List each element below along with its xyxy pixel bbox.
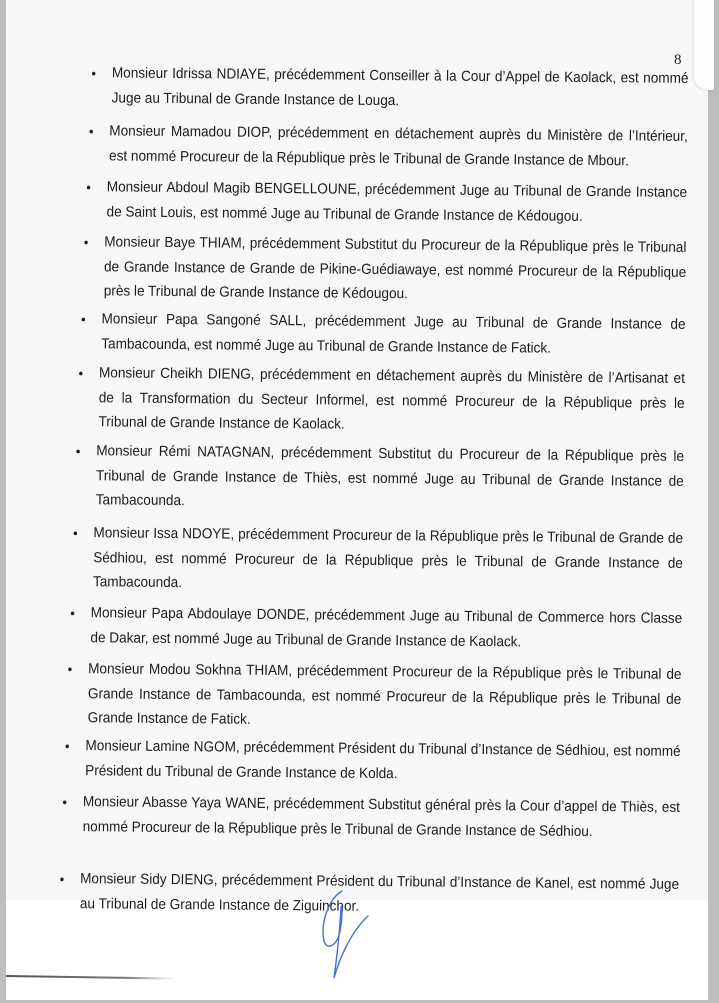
bullet-icon: •: [64, 737, 70, 755]
item-text: Monsieur Mamadou DIOP, précédemment en détachement auprès du Ministère de l’Intérieur, est nommé Procureur de la République près le Tribunal de Grande Instance de Mbour.: [109, 123, 688, 169]
list-item: [64, 734, 681, 789]
bullet-icon: •: [67, 661, 73, 678]
item-text: Monsieur Issa NDOYE, précédemment Procureur de la République près le Tribunal de Grande de Sédhiou, est nommé Procureur de la République près le Tribunal de Grande Instance de Tambacounda.: [92, 525, 684, 592]
list-item: [62, 790, 681, 845]
list-item: [86, 175, 688, 230]
list-item: [70, 601, 683, 656]
item-text: Monsieur Abasse Yaya WANE, précédemment Substitut général près la Cour d’appel de Thiès, est nommé Procureur de la République près le Tribunal de Grande Instance de Sédhiou.: [82, 794, 681, 840]
list-item: [78, 361, 685, 440]
list-item: [75, 439, 685, 518]
bullet-icon: •: [75, 443, 81, 460]
item-text: Monsieur Baye THIAM, précédemment Substitut du Procureur de la République près le Tribunal de Grande Instance de Grande de Pikine-Guédiawaye, est nommé Procureur de la République près le Tribunal de Grande Instance de Kédougou.: [103, 234, 687, 303]
list-item: [83, 230, 687, 309]
bullet-icon: •: [80, 311, 86, 328]
bullet-icon: •: [72, 525, 78, 542]
item-text: Monsieur Papa Abdoulaye DONDE, précédemment Juge au Tribunal de Commerce hors Classe de Dakar, est nommé Juge au Tribunal de Grande Instance de Kaolack.: [90, 605, 683, 650]
signature-mark: [312, 886, 372, 981]
list-item: [88, 119, 688, 174]
item-text: Monsieur Cheikh DIENG, précédemment en détachement auprès du Ministère de l’Artisanat et de la Transformation du Secteur Informel, est nommé Procureur de la République près le Tribunal de Grande Instance de Kaolack.: [98, 365, 685, 433]
bullet-icon: •: [59, 870, 65, 887]
bullet-icon: •: [86, 179, 91, 196]
bullet-icon: •: [62, 793, 68, 811]
bullet-icon: •: [83, 234, 89, 251]
item-text: Monsieur Abdoul Magib BENGELLOUNE, précédemment Juge au Tribunal de Grande Instance de Saint Louis, est nommé Juge au Tribunal de Grande Instance de Kédougou.: [106, 179, 688, 225]
list-item: [91, 61, 689, 116]
page-number: 8: [674, 52, 682, 68]
list-item: [72, 521, 684, 600]
page-corner-fold: [694, 0, 714, 90]
bullet-icon: •: [91, 65, 97, 82]
item-text: Monsieur Modou Sokhna THIAM, précédemment Procureur de la République près le Tribunal de Grande Instance de Tambacounda, est nommé Procureur de la République près le Tribunal de Grande Instance de Fatick.: [87, 661, 682, 728]
bullet-icon: •: [88, 123, 94, 140]
signature-stroke: [323, 891, 368, 978]
item-text: Monsieur Lamine NGOM, précédemment Président du Tribunal d’Instance de Sédhiou, est nommé Président du Tribunal de Grande Instance de Kolda.: [85, 738, 681, 782]
item-text: Monsieur Idrissa NDIAYE, précédemment Conseiller à la Cour d’Appel de Kaolack, est nommé Juge au Tribunal de Grande Instance de Louga.: [111, 65, 689, 109]
item-text: Monsieur Rémi NATAGNAN, précédemment Substitut du Procureur de la République près le Tribunal de Grande Instance de Thiès, est nommé Juge au Tribunal de Grande Instance de Tambacounda.: [95, 443, 685, 510]
list-item: [59, 867, 680, 922]
list-item: [67, 657, 682, 736]
item-text: Monsieur Sidy DIENG, précédemment Président du Tribunal d’Instance de Kanel, est nommé Juge au Tribunal de Grande Instance de Ziguinchor.: [79, 871, 680, 915]
bullet-icon: •: [70, 605, 75, 622]
list-item: [80, 307, 686, 362]
page-edge-line: [6, 975, 176, 980]
item-text: Monsieur Papa Sangoné SALL, précédemment Juge au Tribunal de Grande Instance de Tambacounda, est nommé Juge au Tribunal de Grande Instance de Fatick.: [101, 311, 686, 357]
bullet-icon: •: [78, 365, 84, 382]
